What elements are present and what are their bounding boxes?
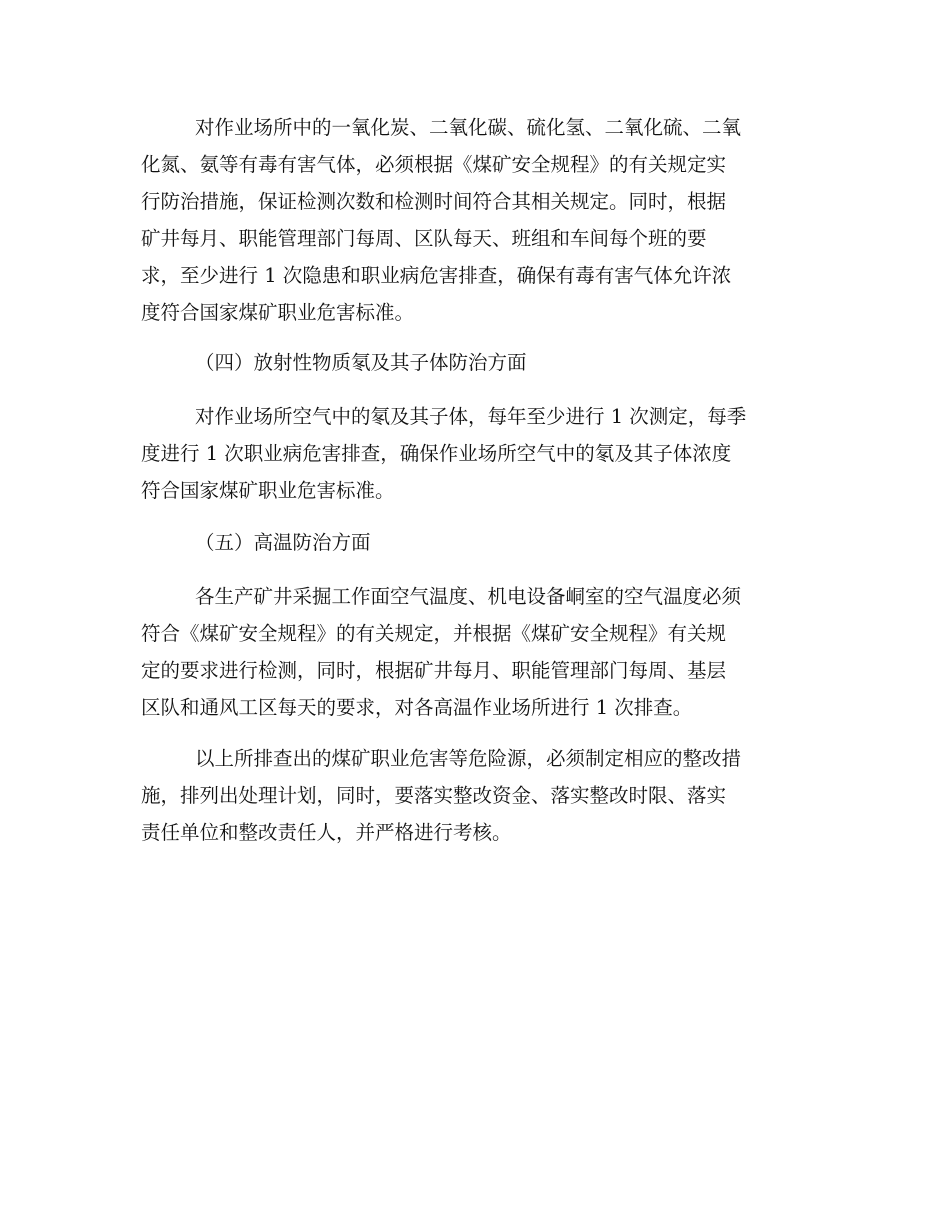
paragraph-line: 符合《煤矿安全规程》的有关规定，并根据《煤矿安全规程》有关规: [141, 622, 727, 645]
paragraph-line: 符合国家煤矿职业危害标准。: [141, 479, 395, 502]
paragraph-line: 以上所排查出的煤矿职业危害等危险源，必须制定相应的整改措: [195, 747, 742, 770]
paragraph-line: 责任单位和整改责任人，并严格进行考核。: [141, 821, 512, 844]
paragraph-line: 度符合国家煤矿职业危害标准。: [141, 301, 415, 324]
paragraph-line: 施，排列出处理计划，同时，要落实整改资金、落实整改时限、落实: [141, 784, 727, 807]
section-heading: （五）高温防治方面: [195, 531, 371, 554]
paragraph-line: 各生产矿井采掘工作面空气温度、机电设备峒室的空气温度必须: [195, 585, 742, 608]
paragraph-line: 矿井每月、职能管理部门每周、区队每天、班组和车间每个班的要: [141, 227, 707, 250]
paragraph-line: 定的要求进行检测，同时，根据矿井每月、职能管理部门每周、基层: [141, 659, 727, 682]
paragraph-line: 求，至少进行 1 次隐患和职业病危害排查，确保有毒有害气体允许浓: [141, 264, 732, 287]
paragraph-line: 度进行 1 次职业病危害排查，确保作业场所空气中的氡及其子体浓度: [141, 442, 732, 465]
paragraph-line: 化氮、氨等有毒有害气体，必须根据《煤矿安全规程》的有关规定实: [141, 153, 727, 176]
paragraph-line: 对作业场所中的一氧化炭、二氧化碳、硫化氢、二氧化硫、二氧: [195, 116, 742, 139]
paragraph-line: 对作业场所空气中的氡及其子体，每年至少进行 1 次测定，每季: [195, 405, 747, 428]
section-heading: （四）放射性物质氡及其子体防治方面: [195, 351, 527, 374]
paragraph-line: 区队和通风工区每天的要求，对各高温作业场所进行 1 次排查。: [141, 696, 693, 719]
paragraph-line: 行防治措施，保证检测次数和检测时间符合其相关规定。同时，根据: [141, 190, 727, 213]
